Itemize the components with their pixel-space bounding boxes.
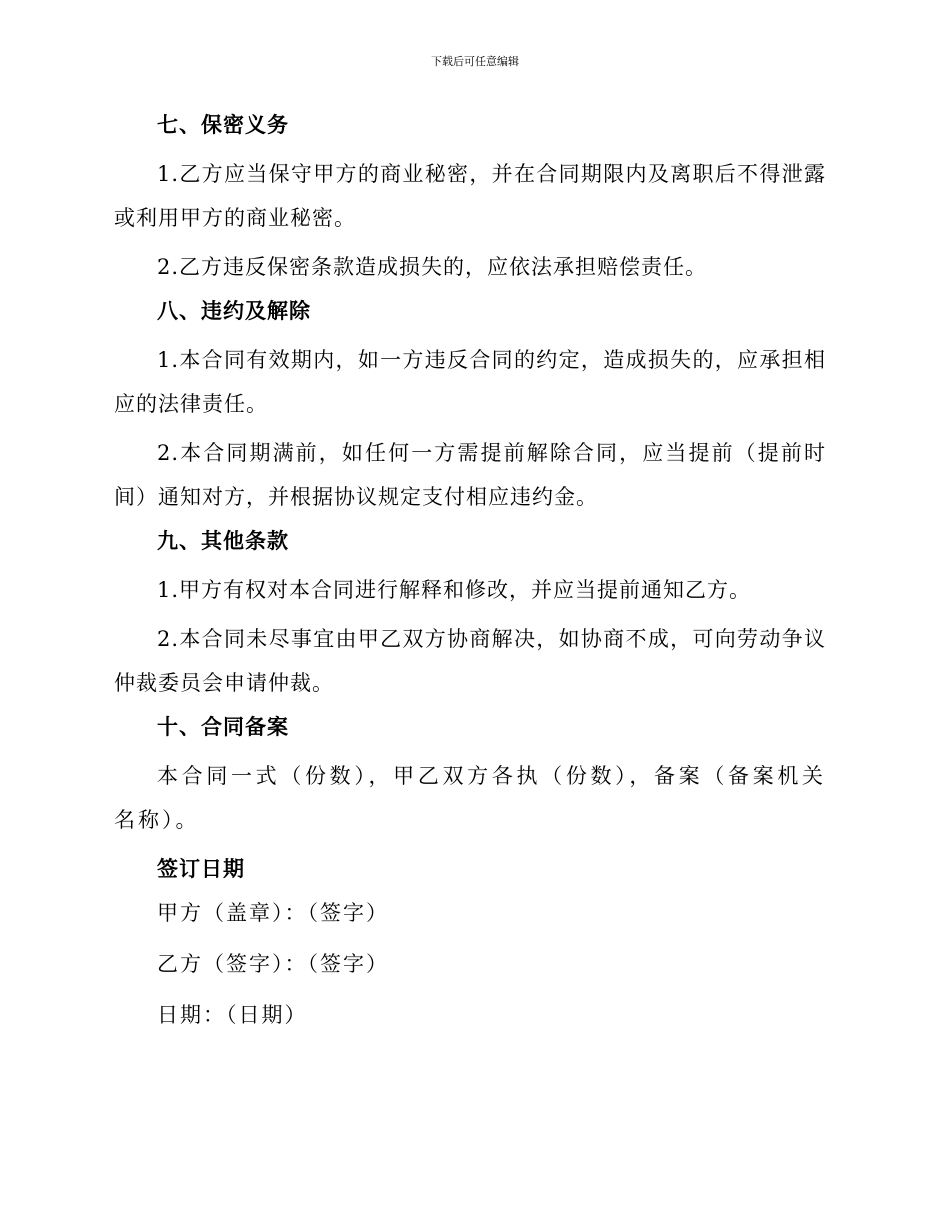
section-confidentiality: [114, 108, 826, 289]
signing-block: [114, 852, 826, 1032]
party-a-signature-line: 甲方（盖章）：（签字）: [157, 901, 389, 925]
section-breach-termination: [114, 294, 826, 519]
section-paragraph: 2.本合同未尽事宜由甲乙双方协商解决，如协商不成，可向劳动争议仲裁委员会申请仲裁。: [114, 627, 826, 695]
section-paragraph: 2.乙方违反保密条款造成损失的，应依法承担赔偿责任。: [157, 255, 708, 279]
document-body: [114, 108, 826, 1049]
section-heading: 九、其他条款: [157, 529, 289, 553]
signing-date-line: 日期：（日期）: [157, 1003, 308, 1027]
section-paragraph: 1.甲方有权对本合同进行解释和修改，并应当提前通知乙方。: [157, 578, 752, 602]
section-paragraph: 1.乙方应当保守甲方的商业秘密，并在合同期限内及离职后不得泄露或利用甲方的商业秘密。: [114, 162, 826, 230]
section-paragraph: 1.本合同有效期内，如一方违反合同的约定，造成损失的，应承担相应的法律责任。: [114, 348, 826, 416]
page-header-note: 下载后可任意编辑: [431, 55, 519, 68]
section-heading: 八、违约及解除: [157, 299, 311, 323]
section-filing: [114, 710, 826, 842]
section-paragraph: 本合同一式（份数），甲乙双方各执（份数），备案（备案机关名称）。: [114, 764, 826, 832]
section-other-terms: [114, 524, 826, 705]
section-paragraph: 2.本合同期满前，如任何一方需提前解除合同，应当提前（提前时间）通知对方，并根据协议规定支付相应违约金。: [114, 441, 826, 509]
section-heading: 七、保密义务: [157, 113, 289, 137]
section-heading: 十、合同备案: [157, 715, 289, 739]
signing-heading: 签订日期: [157, 857, 245, 881]
party-b-signature-line: 乙方（签字）：（签字）: [157, 952, 389, 976]
